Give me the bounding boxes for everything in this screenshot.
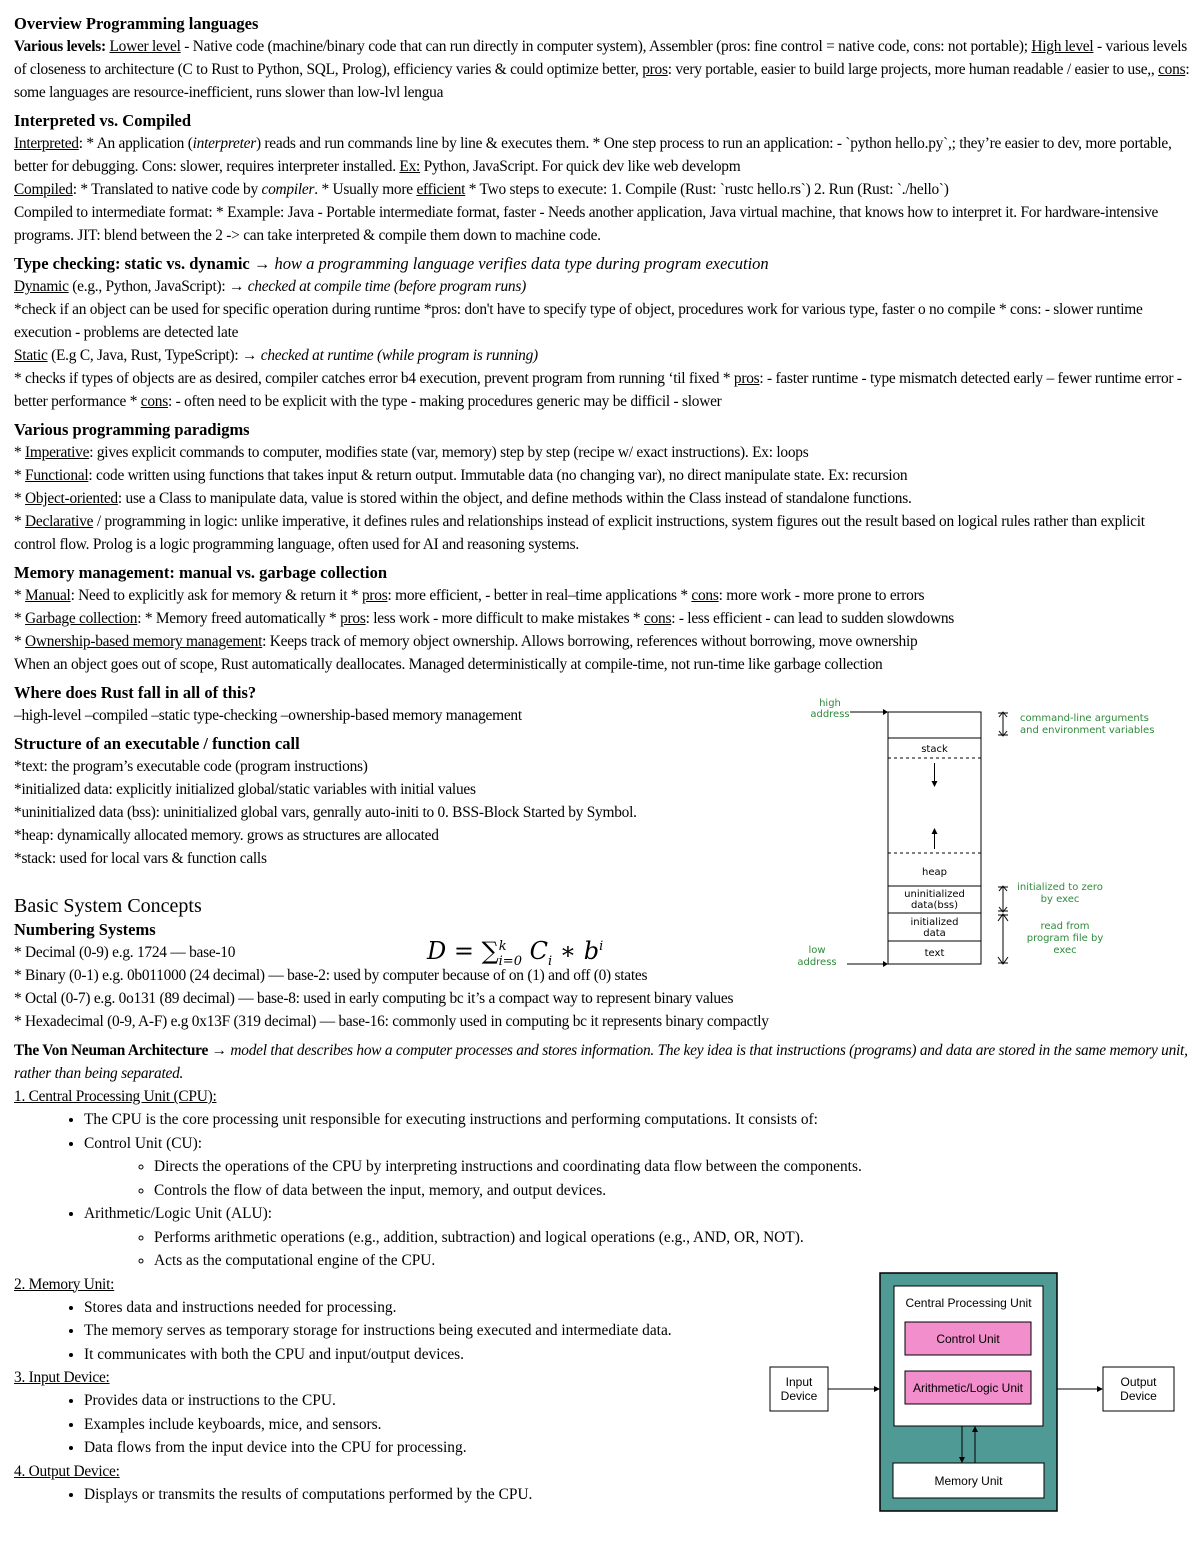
lower-level-text: - Native code (machine/binary code that can run directly in computer system), Assembler (pros: fine control = native code, cons: not portable);	[180, 38, 1032, 55]
intermediate-paragraph: Compiled to intermediate format: * Example: Java - Portable intermediate format, faster - Needs another application, Java virtual machine, that knows how to interpret it. For hardware-intensive programs. JIT: blend between the 2 -> can take interpreted & compile them down to machine code.	[14, 204, 1159, 244]
text-run: : * Translated to native code by	[72, 181, 262, 198]
text-run: (e.g., Python, JavaScript):	[68, 278, 229, 295]
pros-label: pros	[340, 610, 366, 627]
number-line: * Binary (0-1) e.g. 0b011000 (24 decimal) — base-2: used by computer because of on (1) and off (0) states	[14, 967, 648, 984]
number-line: * Decimal (0-9) e.g. 1724 — base-10	[14, 944, 236, 961]
output-device-label: Device	[1120, 1389, 1157, 1403]
list-item: • Displays or transmits the results of computations performed by the CPU.	[84, 1483, 1190, 1507]
list-item: ◦ Acts as the computational engine of the CPU.	[154, 1249, 1190, 1273]
structure-line: *uninitialized data (bss): uninitialized global vars, genrally auto-initi to 0. BSS-Block Started by Symbol.	[14, 804, 637, 821]
cons-text: : some languages are resource-inefficient, runs slower than low-lvl lengua	[14, 61, 1190, 101]
static-label: Static	[14, 347, 48, 364]
text-run: : - often need to be explicit with the type - making procedures generic may be difficil - slower	[168, 393, 722, 410]
levels-paragraph	[14, 35, 1190, 104]
text-run: . * Usually more	[314, 181, 417, 198]
section-title-basic-concepts: Basic System Concepts	[14, 895, 202, 917]
dynamic-line	[14, 275, 1190, 298]
list-item: • Provides data or instructions to the CPU.	[84, 1389, 1190, 1413]
imperative-label: Imperative	[25, 444, 90, 461]
number-line: * Hexadecimal (0-9, A-F) e.g 0x13F (319 decimal) — base-16: commonly used in computing bc it represents binary compactly	[14, 1013, 769, 1030]
read-label: program file by	[1026, 933, 1104, 944]
arrow-head	[874, 1386, 880, 1392]
dynamic-text: *check if an object can be used for specific operation during runtime *pros: don't have to specify type of object, procedures work for various type, faster o no compile * cons: - slower runtime execution - problems are detected late	[14, 301, 1143, 341]
input-device-label: Input	[785, 1375, 813, 1389]
list-item: • It communicates with both the CPU and input/output devices.	[84, 1343, 1190, 1367]
cpu-label: Central Processing Unit	[905, 1296, 1032, 1310]
formula-sup: k	[498, 939, 507, 954]
functional-line: * Functional: code written using functions that takes input & return output. Immutable data (no changing var), no direct manipulate state. Ex: recursion	[14, 467, 908, 484]
formula-b: ∗ b	[552, 937, 600, 965]
cons-label: cons	[1158, 61, 1186, 78]
cpu-heading: 1. Central Processing Unit (CPU):	[14, 1088, 217, 1105]
lower-level-label: Lower level	[109, 38, 181, 55]
low-address-label: low	[808, 945, 826, 956]
cons-label: cons	[691, 587, 719, 604]
list-item	[84, 1202, 1190, 1273]
text-run: Control Unit (CU):	[84, 1134, 202, 1152]
high-address-label: high	[819, 698, 841, 709]
oo-line: * Object-oriented: use a Class to manipulate data, value is stored within the object, and define methods within the Class instead of standalone functions.	[14, 490, 912, 507]
high-level-text: - various levels of closeness to architecture (C to Rust to Python, SQL, Prolog), efficiency varies & could optimize better,	[14, 38, 1188, 78]
text-run: : Need to explicitly ask for memory & return it *	[70, 587, 362, 604]
section-title-structure: Structure of an executable / function call	[14, 734, 300, 753]
list-item: • The memory serves as temporary storage for instructions being executed and intermediate data.	[84, 1319, 1190, 1343]
read-label: exec	[1053, 945, 1077, 956]
pros-label: pros	[733, 370, 760, 387]
text-run: : more efficient, - better in real–time applications *	[387, 587, 692, 604]
section-title-type-checking	[14, 252, 1190, 275]
zero-label: by exec	[1040, 894, 1080, 905]
text-run: ) reads and run commands line by line & executes them. * One step process to run an application: - `python hello.py`,; they’re easier to dev, more portable, better for debugging. Cons: slower, requires interpreter installed.	[14, 135, 1172, 175]
high-level-label: High level	[1031, 38, 1094, 55]
rust-line: –high-level –compiled –static type-checking –ownership-based memory management	[14, 707, 522, 724]
gc-label: Garbage collection	[25, 610, 138, 627]
memory-heading: 2. Memory Unit:	[14, 1275, 115, 1293]
functional-label: Functional	[25, 467, 89, 484]
compiled-label: Compiled	[14, 181, 73, 198]
text-run: → checked at compile time (before program runs)	[228, 278, 526, 295]
formula-sub: i=0	[498, 953, 522, 969]
gc-line: * Garbage collection: * Memory freed automatically * pros: less work - more difficult to make mistakes * cons: - less efficient - can lead to sudden slowdowns	[14, 610, 955, 627]
bss-label: uninitialized	[904, 889, 965, 900]
number-formula	[427, 937, 603, 969]
list-item: • Data flows from the input device into the CPU for processing.	[84, 1436, 1190, 1460]
cmdline-label: and environment variables	[1020, 725, 1155, 736]
bss-label: data(bss)	[910, 900, 959, 911]
section-title-rust: Where does Rust fall in all of this?	[14, 683, 257, 702]
text-run: → checked at runtime (while program is running)	[242, 347, 538, 364]
declarative-line: * Declarative / programming in logic: unlike imperative, it defines rules and relationships instead of explicit instructions, system figures out the result based on logical rules rather than explicit control flow. Prolog is a logic programming language, often used for AI and reasoning systems.	[14, 513, 1145, 553]
interpreted-paragraph	[14, 132, 1190, 178]
pros-text: : very portable, easier to build large projects, more human readable / easier to use,,	[667, 61, 1159, 78]
imperative-line: * Imperative: gives explicit commands to computer, modifies state (var, memory) step by step (recipe w/ exact instructions). Ex: loops	[14, 444, 809, 461]
text-run: efficient	[416, 181, 466, 198]
low-address-label: address	[797, 957, 837, 968]
arrow-head	[883, 961, 888, 967]
init-label: data	[923, 928, 946, 939]
sub-list	[84, 1155, 1190, 1202]
text-run: * checks if types of objects are as desired, compiler catches error b4 execution, prevent program from running ‘til fixed *	[14, 370, 734, 387]
alu-label: Arithmetic/Logic Unit	[912, 1381, 1024, 1395]
section-title-paradigms: Various programming paradigms	[14, 420, 250, 439]
oo-label: Object-oriented	[25, 490, 118, 507]
dynamic-label: Dynamic	[14, 278, 69, 295]
declarative-label: Declarative	[25, 513, 94, 530]
text-run: / programming in logic: unlike imperative, it defines rules and relationships instead of explicit instructions, system figures out the result based on logical rules rather than explicit control flow. Prolog is a logic programming language, often used for AI and reasoning systems.	[14, 513, 1145, 553]
structure-line: *text: the program’s executable code (program instructions)	[14, 758, 368, 775]
list-item: ◦ Performs arithmetic operations (e.g., addition, subtraction) and logical operations (e.g., AND, OR, NOT).	[154, 1226, 1190, 1250]
von-neuman-paragraph	[14, 1039, 1190, 1085]
list-item: ◦ Controls the flow of data between the input, memory, and output devices.	[154, 1179, 1190, 1203]
text-run: : code written using functions that takes input & return output. Immutable data (no changing var), no direct manipulate state. Ex: recursion	[88, 467, 908, 484]
von-neuman-title: The Von Neuman Architecture	[14, 1042, 209, 1059]
read-label: read from	[1040, 921, 1090, 932]
arrow-head	[1097, 1386, 1103, 1392]
text-run: * Two steps to execute: 1. Compile (Rust: `rustc hello.rs`) 2. Run (Rust: `./hello`)	[465, 181, 949, 198]
memory-layout-diagram	[795, 695, 1175, 975]
compiled-paragraph	[14, 178, 1190, 201]
text-run: : Keeps track of memory object ownership. Allows borrowing, references without borrowing, move ownership	[262, 633, 918, 650]
text-run: interpreter	[192, 135, 256, 152]
numbering-title: Numbering Systems	[14, 920, 156, 939]
pros-label: pros	[642, 61, 668, 78]
formula-ci: i	[547, 953, 553, 969]
pros-label: pros	[361, 587, 388, 604]
arrow-head	[883, 709, 888, 715]
range-brace	[998, 886, 1008, 912]
text-run: (E.g C, Java, Rust, TypeScript):	[47, 347, 243, 364]
control-unit-label: Control Unit	[936, 1332, 1000, 1346]
input-heading: 3. Input Device:	[14, 1369, 110, 1386]
text-run: Type checking: static vs. dynamic	[14, 254, 250, 273]
text-run: Arithmetic/Logic Unit (ALU):	[84, 1205, 273, 1222]
interpreted-label: Interpreted	[14, 135, 79, 152]
list-item: • The CPU is the core processing unit responsible for executing instructions and performing computations. It consists of:	[84, 1108, 1190, 1132]
text-run: → model that describes how a computer processes and stores information. The key idea is that instructions (programs) and data are stored in the same memory unit, rather than being separated.	[14, 1042, 1188, 1082]
input-device-label: Device	[780, 1389, 818, 1403]
formula-bi: i	[599, 939, 604, 954]
arrow-head	[932, 828, 938, 834]
ownership-line-2: When an object goes out of scope, Rust automatically deallocates. Managed deterministically at compile-time, not run-time like garbage collection	[14, 656, 883, 673]
list-item: • Examples include keyboards, mice, and sensors.	[84, 1413, 1190, 1437]
static-line	[14, 344, 1190, 367]
text-run: compiler	[261, 181, 315, 198]
sub-list	[84, 1226, 1190, 1273]
output-heading: 4. Output Device:	[14, 1462, 120, 1480]
init-label: initialized	[910, 917, 959, 928]
range-brace	[998, 712, 1008, 736]
levels-label: Various levels:	[14, 38, 106, 55]
text-run: : * Memory freed automatically *	[137, 610, 341, 627]
formula-c: C	[521, 937, 548, 965]
cpu-list	[14, 1108, 1190, 1273]
text-run: : gives explicit commands to computer, modifies state (var, memory) step by step (recipe w/ exact instructions). Ex: loops	[89, 444, 809, 461]
arrow-head	[932, 781, 938, 787]
list-item: • Stores data and instructions needed for processing.	[84, 1296, 1190, 1320]
von-neumann-diagram	[760, 1270, 1190, 1515]
stack-label: stack	[921, 744, 948, 755]
text-run: : - faster runtime - type mismatch detected early – fewer runtime error - better performance *	[14, 370, 1182, 410]
section-title-overview: Overview Programming languages	[14, 14, 259, 33]
static-text	[14, 367, 1190, 413]
manual-label: Manual	[25, 587, 71, 604]
cons-label: cons	[140, 393, 168, 410]
list-item: ◦ Directs the operations of the CPU by interpreting instructions and coordinating data flow between the components.	[154, 1155, 1190, 1179]
ownership-line: * Ownership-based memory management: Keeps track of memory object ownership. Allows borrowing, references without borrowing, move ownership	[14, 633, 918, 650]
text-run: : more work - more prone to errors	[718, 587, 925, 604]
cmdline-label: command-line arguments	[1020, 713, 1149, 724]
example-label: Ex:	[399, 158, 421, 175]
list-item	[84, 1132, 1190, 1203]
text-run: : less work - more difficult to make mistakes *	[365, 610, 644, 627]
range-brace	[998, 914, 1008, 964]
section-title-memory: Memory management: manual vs. garbage collection	[14, 563, 388, 582]
text-label: text	[924, 948, 945, 959]
structure-line: *heap: dynamically allocated memory. grows as structures are allocated	[14, 827, 439, 844]
text-run: Python, JavaScript. For quick dev like web developm	[420, 158, 741, 175]
structure-line: *stack: used for local vars & function calls	[14, 850, 267, 867]
heap-label: heap	[922, 867, 947, 878]
structure-line: *initialized data: explicitly initialized global/static variables with initial values	[14, 781, 476, 798]
cons-label: cons	[643, 610, 672, 627]
number-line: * Octal (0-7) e.g. 0o131 (89 decimal) — base-8: used in early computing bc it’s a compact way to represent binary values	[14, 990, 734, 1007]
ownership-label: Ownership-based memory management	[25, 633, 263, 650]
section-title-interpreted: Interpreted vs. Compiled	[14, 111, 192, 130]
text-run: : use a Class to manipulate data, value is stored within the object, and define methods within the Class instead of standalone functions.	[117, 490, 912, 507]
text-run: : * An application (	[78, 135, 193, 152]
manual-line: * Manual: Need to explicitly ask for memory & return it * pros: more efficient, - better in real–time applications * cons: more work - more prone to errors	[14, 587, 925, 604]
formula-main: D = ∑	[427, 937, 499, 965]
output-device-label: Output	[1120, 1375, 1157, 1389]
memory-unit-label: Memory Unit	[934, 1474, 1003, 1488]
text-run: → how a programming language verifies data type during program execution	[249, 254, 769, 273]
zero-label: initialized to zero	[1017, 882, 1103, 893]
high-address-label: address	[810, 709, 850, 720]
text-run: : - less efficient - can lead to sudden slowdowns	[671, 610, 955, 627]
